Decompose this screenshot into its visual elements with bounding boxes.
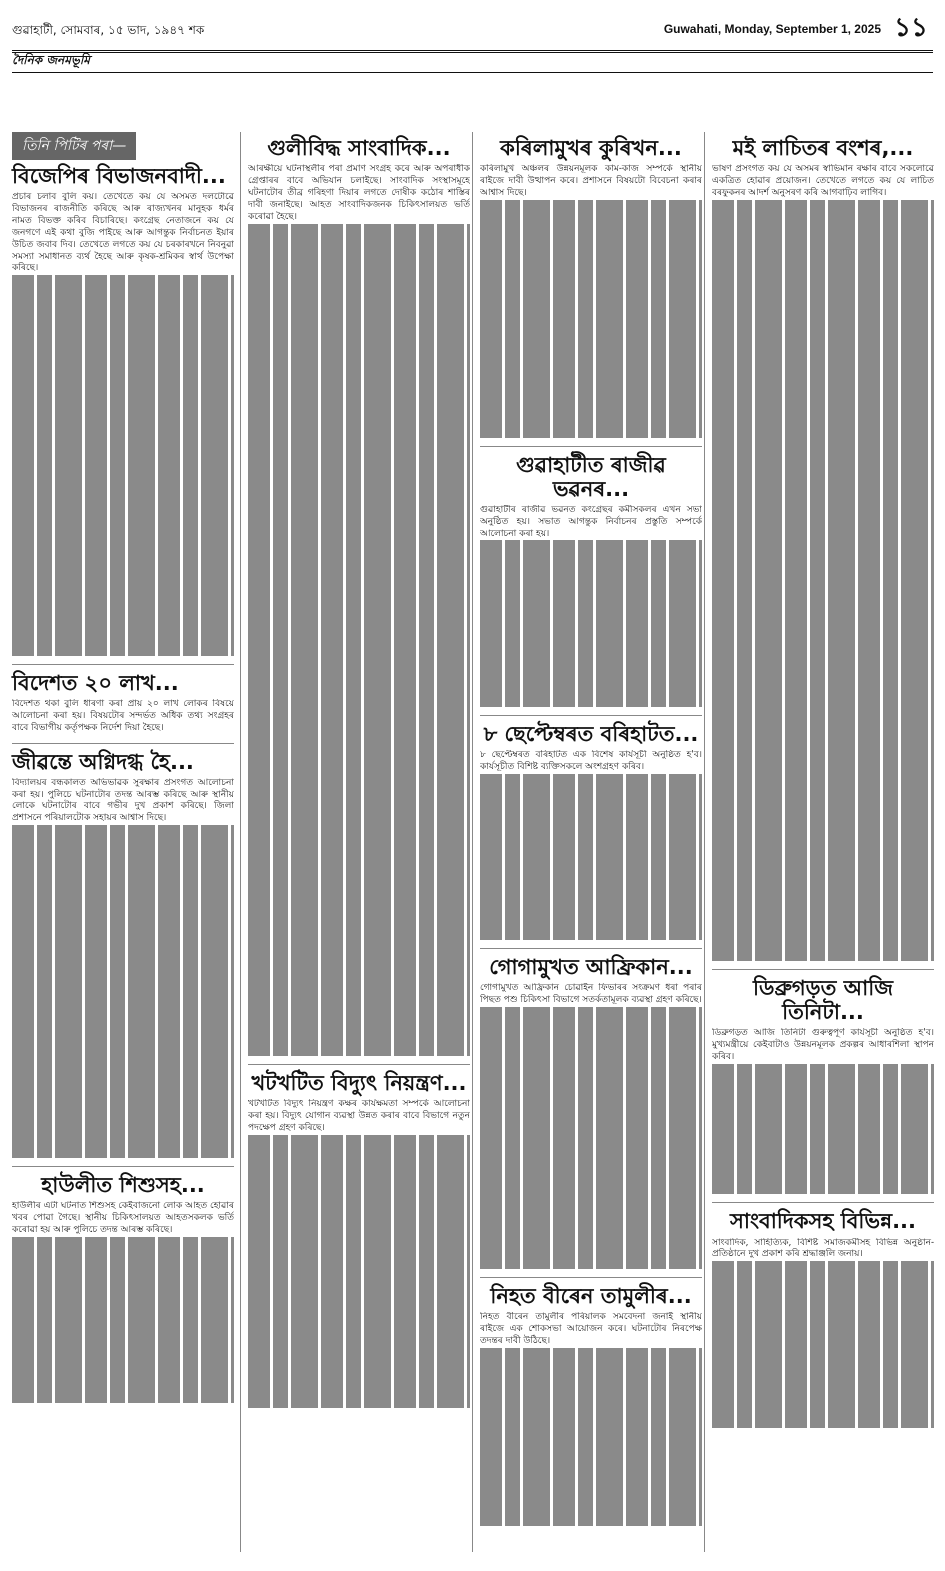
masthead-rule — [12, 72, 933, 73]
story-body: প্ৰচাৰ চলাব বুলি কয়। তেখেতে কয় যে অসমত দলটোৱে বিভাজনৰ ৰাজনীতি কৰিছে আৰু ৰাজ্যখনৰ মানুহক ধৰ্মৰ নামত বিভক্ত কৰিব বিচাৰিছে। কংগ্ৰেছ নেতাজনে কয় যে জনগণে এই কথা বুজি পাইছে আৰু আগন্তুক নিৰ্বাচনত ইয়াৰ উচিত জবাব দিব। তেখেতে লগতে কয় যে চৰকাৰখনে নিবনুৱা সমস্যা সমাধানত ব্যৰ্থ হৈছে আৰু কৃষক-শ্ৰমিকৰ স্বাৰ্থ উপেক্ষা কৰিছে। — [12, 192, 234, 274]
story-body: বিদ্যালয়ৰ বন্ধকালত অভিভাৱক সুৰক্ষাৰ প্ৰসংগত আলোচনা কৰা হয়। পুলিচে ঘটনাটোৰ তদন্ত আৰম্ভ কৰিছে আৰু স্থানীয় লোকে ঘটনাটোৰ বাবে গভীৰ দুখ প্ৰকাশ কৰিছে। জিলা প্ৰশাসনে পৰিয়ালটোক সহায়ৰ আশ্বাস দিছে। — [12, 777, 234, 824]
story-karilamukh — [480, 136, 702, 438]
headline: ডিব্ৰুগড়ত আজি তিনিটা... — [752, 975, 894, 1024]
headline: জীৱন্তে অগ্নিদগ্ধ হৈ... — [12, 749, 194, 774]
text-block — [480, 200, 702, 438]
divider — [12, 1166, 234, 1167]
column-divider — [472, 132, 473, 1552]
story-body: নিহত বীৰেন তামুলীৰ পৰিয়ালক সমবেদনা জনাই স্থানীয় ৰাইজে এক শোকসভা আয়োজন কৰে। ঘটনাটোৰ নিৰপেক্ষ তদন্তৰ দাবী উঠিছে। — [480, 1311, 702, 1346]
text-block — [12, 275, 234, 656]
story-body: ডিব্ৰুগড়ত আজি তিনিটা গুৰুত্বপূৰ্ণ কাৰ্যসূচী অনুষ্ঠিত হ'ব। মুখ্যমন্ত্ৰীয়ে কেইবাটাও উন্নয়নমূলক প্ৰকল্পৰ আধাৰশিলা স্থাপন কৰিব। — [712, 1028, 934, 1062]
story-lachit — [712, 136, 934, 961]
headline: গুলীবিদ্ধ সাংবাদিক... — [267, 136, 451, 160]
text-block — [712, 200, 934, 961]
divider — [480, 715, 702, 716]
story-body: কৰিলামুখ অঞ্চলৰ উন্নয়নমূলক কাম-কাজ সম্পৰ্কে স্থানীয় ৰাইজে দাবী উত্থাপন কৰে। প্ৰশাসনে বিষয়টো বিবেচনা কৰাৰ আশ্বাস দিছে। — [480, 164, 702, 198]
story-body: হাউলীৰ এটা ঘটনাত শিশুসহ কেইবাজনো লোক আহত হোৱাৰ খবৰ পোৱা গৈছে। স্থানীয় চিকিৎসালয়ত আহতসকলক ভৰ্তি কৰোৱা হয় আৰু পুলিচে তদন্ত আৰম্ভ কৰিছে। — [12, 1201, 234, 1235]
story-body: ৮ ছেপ্টেম্বৰত বৰিহাটত এক বিশেষ কাৰ্যসূচী অনুষ্ঠিত হ'ব। কাৰ্যসূচীত বিশিষ্ট ব্যক্তিসকলে অংশগ্ৰহণ কৰিব। — [480, 750, 702, 772]
headline: কৰিলামুখৰ কুৰিখন... — [500, 136, 682, 160]
page-number: ১১ — [894, 13, 928, 43]
divider — [712, 1202, 934, 1203]
story-biren — [480, 1284, 702, 1526]
story-hauli — [12, 1173, 234, 1403]
story-journalist — [248, 136, 470, 1056]
column-4 — [712, 132, 934, 1436]
header-rule — [12, 50, 933, 53]
masthead: দৈনিক জনমভূমি — [12, 53, 90, 67]
dateline-right: Guwahati, Monday, September 1, 2025 — [663, 22, 881, 36]
text-block — [248, 224, 470, 1056]
divider — [480, 446, 702, 447]
text-block — [480, 774, 702, 940]
headline: গুৱাহাটীত ৰাজীৱ ভৱনৰ... — [516, 452, 666, 501]
headline: বিদেশত ২০ লাখ... — [12, 670, 179, 695]
divider — [480, 948, 702, 949]
divider — [12, 743, 234, 744]
story-journalists — [712, 1209, 934, 1427]
headline: গোগামুখত আফ্ৰিকান... — [489, 955, 693, 980]
story-dibrugarh — [712, 976, 934, 1195]
text-block — [712, 1064, 934, 1195]
headline: হাউলীত শিশুসহ... — [41, 1173, 205, 1198]
text-block — [480, 1348, 702, 1526]
column-3 — [480, 132, 702, 1534]
story-burnt — [12, 750, 234, 1159]
headline: নিহত বীৰেন তামুলীৰ... — [490, 1283, 692, 1308]
text-block — [480, 540, 702, 706]
story-body: ভাষণ প্ৰসংগত কয় যে অসমৰ স্বাভিমান ৰক্ষাৰ বাবে সকলোৱে একত্ৰিত হোৱাৰ প্ৰয়োজন। তেখেতে লগতে কয় যে লাচিত বৰফুকনৰ আদৰ্শ অনুসৰণ কৰি আগবাঢ়িব লাগিব। — [712, 164, 934, 198]
story-barhat — [480, 722, 702, 940]
headline: বিজেপিৰ বিভাজনবাদী... — [12, 164, 226, 188]
column-2 — [248, 132, 470, 1416]
story-rajiv-bhawan — [480, 453, 702, 707]
page-header — [12, 8, 933, 48]
column-1 — [12, 132, 234, 1411]
headline: খটখটিত বিদ্যুৎ নিয়ন্ত্ৰণ... — [251, 1070, 467, 1095]
story-bjp — [12, 164, 234, 656]
story-body: আৰক্ষীয়ে ঘটনাস্থলীৰ পৰা প্ৰমাণ সংগ্ৰহ কৰে আৰু অপৰাধীক গ্ৰেপ্তাৰৰ বাবে অভিযান চলাইছে। সাংবাদিক সংস্থাসমূহে ঘটনাটোৰ তীব্ৰ গৰিহণা দিয়াৰ লগতে দোষীক কঠোৰ শাস্তিৰ দাবী জনাইছে। আহত সাংবাদিকজনক চিকিৎসালয়ত ভৰ্তি কৰোৱা হৈছে। — [248, 164, 470, 222]
column-divider — [704, 132, 705, 1552]
divider — [480, 1277, 702, 1278]
headline: ৮ ছেপ্টেম্বৰত বৰিহাটত... — [483, 721, 699, 746]
story-body: খটখটিত বিদ্যুৎ নিয়ন্ত্ৰণ কক্ষৰ কাৰ্যক্ষমতা সম্পৰ্কে আলোচনা কৰা হয়। বিদ্যুৎ যোগান ব্যৱস্থা উন্নত কৰাৰ বাবে বিভাগে নতুন পদক্ষেপ গ্ৰহণ কৰিছে। — [248, 1099, 470, 1133]
text-block — [12, 825, 234, 1158]
story-body: বিদেশত থকা বুলি ধাৰণা কৰা প্ৰায় ২০ লাখ লোকৰ বিষয়ে আলোচনা কৰা হয়। বিষয়টোৰ সন্দৰ্ভত অধিক তথ্য সংগ্ৰহৰ বাবে বিভাগীয় কৰ্তৃপক্ষক নিৰ্দেশ দিয়া হৈছে। — [12, 698, 234, 733]
text-block — [12, 1237, 234, 1403]
story-body: গুৱাহাটীৰ ৰাজীৱ ভৱনত কংগ্ৰেছৰ কৰ্মীসকলৰ এখন সভা অনুষ্ঠিত হয়। সভাত আগন্তুক নিৰ্বাচনৰ প্ৰস্তুতি সম্পৰ্কে আলোচনা কৰা হয়। — [480, 504, 702, 539]
headline: সাংবাদিকসহ বিভিন্ন... — [730, 1209, 916, 1234]
text-block — [248, 1135, 470, 1408]
text-block — [712, 1261, 934, 1427]
divider — [712, 969, 934, 970]
continued-tag: তিনি পিটিৰ পৰা— — [12, 132, 136, 160]
divider — [12, 664, 234, 665]
divider — [248, 1064, 470, 1065]
text-block — [480, 1007, 702, 1269]
story-body: গোগামুখত আফ্ৰিকান চোৱাইন ফিভাৰৰ সংক্ৰমণ ধৰা পৰাৰ পিছত পশু চিকিৎসা বিভাগে সতৰ্কতামূলক ব্যৱস্থা গ্ৰহণ কৰিছে। — [480, 983, 702, 1006]
story-body: সাংবাদিক, সাহিত্যিক, বিশিষ্ট সমাজকৰ্মীসহ বিভিন্ন অনুষ্ঠান-প্ৰতিষ্ঠানে দুখ প্ৰকাশ কৰি শ্ৰদ্ধাঞ্জলি জনায়। — [712, 1237, 934, 1260]
story-abroad — [12, 671, 234, 735]
story-electricity — [248, 1071, 470, 1408]
story-gogamukh — [480, 955, 702, 1268]
dateline-left: গুৱাহাটী, সোমবাৰ, ১৫ ভাদ, ১৯৪৭ শক — [12, 23, 205, 37]
headline: মই লাচিতৰ বংশৰ,... — [732, 136, 914, 160]
column-divider — [240, 132, 241, 1552]
